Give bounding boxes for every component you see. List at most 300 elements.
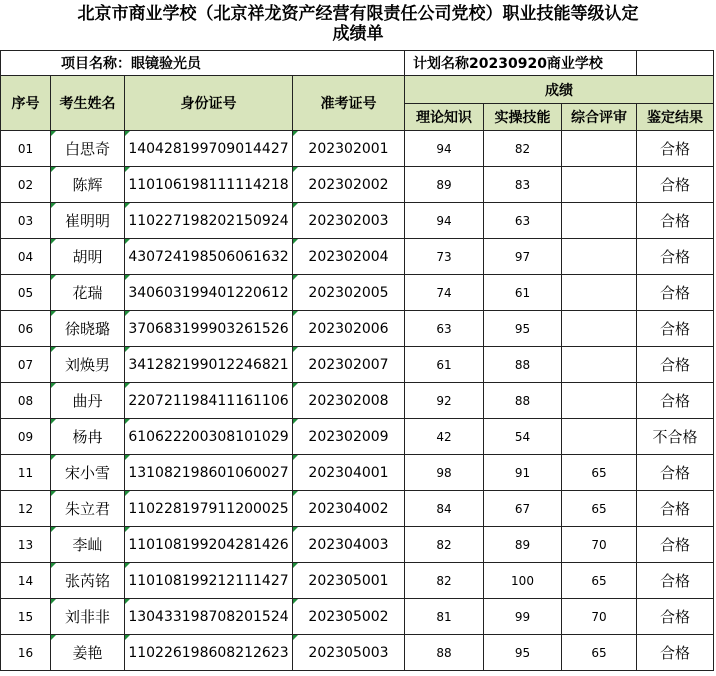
cell-seq[interactable] — [1, 383, 51, 419]
cell-name-text: 朱立君 — [64, 500, 110, 518]
table-row — [1, 491, 714, 527]
text-format-indicator-icon — [125, 383, 130, 388]
text-format-indicator-icon — [293, 167, 298, 172]
cell-id-text: 131082198601060027 — [128, 464, 289, 481]
cell-id-text: 220721198411161106 — [128, 392, 289, 409]
table-row — [1, 455, 714, 491]
cell-practice[interactable] — [484, 491, 562, 527]
cell-id[interactable] — [125, 275, 293, 311]
cell-seq[interactable] — [1, 419, 51, 455]
text-format-indicator-icon — [125, 455, 130, 460]
cell-exam-text: 202305002 — [308, 608, 389, 625]
cell-result[interactable] — [637, 599, 714, 635]
cell-exam[interactable] — [293, 131, 405, 167]
cell-seq[interactable] — [1, 167, 51, 203]
table-row — [1, 563, 714, 599]
cell-practice-text: 99 — [514, 609, 531, 624]
cell-theory[interactable] — [405, 239, 484, 275]
cell-id[interactable] — [125, 167, 293, 203]
cell-seq[interactable] — [1, 203, 51, 239]
cell-result[interactable] — [637, 167, 714, 203]
cell-review[interactable] — [562, 455, 637, 491]
header-seq[interactable]: 序号 — [1, 76, 51, 131]
cell-exam-text: 202304003 — [308, 536, 389, 553]
cell-exam-text: 202302004 — [308, 248, 389, 265]
cell-result-text: 合格 — [659, 500, 690, 518]
cell-exam-text: 202302005 — [308, 284, 389, 301]
text-format-indicator-icon — [125, 275, 130, 280]
text-format-indicator-icon — [125, 563, 130, 568]
cell-review[interactable] — [562, 599, 637, 635]
text-format-indicator-icon — [125, 131, 130, 136]
cell-name-text: 李屾 — [72, 536, 103, 554]
cell-name[interactable] — [51, 311, 125, 347]
cell-review[interactable] — [562, 311, 637, 347]
text-format-indicator-icon — [293, 203, 298, 208]
text-format-indicator-icon — [125, 419, 130, 424]
cell-theory-text: 84 — [436, 501, 452, 516]
text-format-indicator-icon — [293, 563, 298, 568]
text-format-indicator-icon — [293, 383, 298, 388]
cell-exam[interactable] — [293, 383, 405, 419]
cell-seq-text: 16 — [17, 645, 34, 660]
cell-practice-text: 97 — [514, 249, 531, 264]
cell-theory-text: 42 — [436, 429, 452, 444]
cell-seq-text: 04 — [17, 249, 34, 264]
cell-seq[interactable] — [1, 347, 51, 383]
cell-practice[interactable] — [484, 563, 562, 599]
cell-exam[interactable] — [293, 167, 405, 203]
plan-name-cell[interactable] — [405, 51, 637, 76]
cell-seq-text: 09 — [17, 429, 34, 444]
cell-theory-text: 73 — [436, 249, 452, 264]
table-row — [1, 347, 714, 383]
cell-seq[interactable] — [1, 599, 51, 635]
cell-result[interactable] — [637, 347, 714, 383]
cell-id[interactable] — [125, 599, 293, 635]
cell-practice-text: 91 — [514, 465, 531, 480]
cell-practice[interactable] — [484, 203, 562, 239]
cell-review[interactable] — [562, 275, 637, 311]
cell-seq[interactable] — [1, 275, 51, 311]
cell-seq-text: 05 — [17, 285, 34, 300]
table-row — [1, 635, 714, 671]
cell-id[interactable] — [125, 455, 293, 491]
cell-name[interactable] — [51, 203, 125, 239]
cell-seq-text: 14 — [17, 573, 34, 588]
cell-exam[interactable] — [293, 635, 405, 671]
table-row — [1, 311, 714, 347]
cell-seq-text: 11 — [17, 465, 34, 480]
table-row — [1, 527, 714, 563]
text-format-indicator-icon — [51, 599, 56, 604]
title-line-2: 成绩单 — [332, 24, 384, 44]
plan-name: 计划名称20230920商业学校 — [413, 56, 603, 72]
cell-theory[interactable] — [405, 527, 484, 563]
cell-result[interactable] — [637, 563, 714, 599]
cell-id-text: 110227198202150924 — [128, 212, 289, 229]
cell-name-text: 张芮铭 — [64, 572, 110, 590]
cell-review[interactable] — [562, 167, 637, 203]
cell-seq-text: 07 — [17, 357, 34, 372]
cell-name[interactable] — [51, 131, 125, 167]
cell-id-text: 140428199709014427 — [128, 140, 289, 157]
cell-id[interactable] — [125, 311, 293, 347]
cell-practice-text: 95 — [514, 645, 531, 660]
cell-theory[interactable] — [405, 599, 484, 635]
text-format-indicator-icon — [51, 167, 56, 172]
cell-exam[interactable] — [293, 599, 405, 635]
cell-practice-text: 82 — [514, 141, 531, 156]
cell-result[interactable] — [637, 491, 714, 527]
cell-review[interactable] — [562, 347, 637, 383]
cell-practice[interactable] — [484, 527, 562, 563]
text-format-indicator-icon — [51, 131, 56, 136]
cell-seq-text: 08 — [17, 393, 34, 408]
cell-name-text: 刘非非 — [64, 608, 110, 626]
text-format-indicator-icon — [51, 383, 56, 388]
cell-practice[interactable] — [484, 599, 562, 635]
cell-practice-text: 100 — [511, 573, 534, 588]
cell-name-text: 花瑞 — [72, 284, 103, 302]
cell-name-text: 崔明明 — [64, 212, 110, 230]
cell-practice[interactable] — [484, 311, 562, 347]
cell-review[interactable] — [562, 419, 637, 455]
cell-result-text: 合格 — [659, 212, 690, 230]
cell-theory-text: 92 — [436, 393, 452, 408]
cell-exam-text: 202302009 — [308, 428, 389, 445]
cell-id-text: 130433198708201524 — [128, 608, 289, 625]
header-theory[interactable]: 理论知识 — [405, 104, 484, 131]
cell-theory-text: 82 — [436, 537, 452, 552]
header-review[interactable]: 综合评审 — [562, 104, 637, 131]
cell-theory[interactable] — [405, 491, 484, 527]
cell-seq[interactable] — [1, 527, 51, 563]
cell-name[interactable] — [51, 419, 125, 455]
cell-name[interactable] — [51, 527, 125, 563]
cell-theory[interactable] — [405, 347, 484, 383]
text-format-indicator-icon — [293, 311, 298, 316]
text-format-indicator-icon — [51, 635, 56, 640]
cell-practice[interactable] — [484, 455, 562, 491]
cell-seq[interactable] — [1, 563, 51, 599]
cell-review-text: 70 — [591, 537, 607, 552]
cell-seq[interactable] — [1, 239, 51, 275]
cell-exam[interactable] — [293, 563, 405, 599]
cell-name[interactable] — [51, 383, 125, 419]
cell-theory-text: 88 — [436, 645, 452, 660]
cell-exam-text: 202302007 — [308, 356, 389, 373]
cell-result-text: 合格 — [659, 320, 690, 338]
cell-practice-text: 67 — [514, 501, 531, 516]
header-exam[interactable]: 准考证号 — [293, 76, 405, 131]
cell-exam[interactable] — [293, 239, 405, 275]
cell-review-text: 70 — [591, 609, 607, 624]
cell-exam[interactable] — [293, 275, 405, 311]
cell-practice-text: 95 — [514, 321, 531, 336]
cell-exam-text: 202302003 — [308, 212, 389, 229]
cell-result[interactable] — [637, 203, 714, 239]
cell-practice-text: 88 — [514, 357, 531, 372]
cell-theory[interactable] — [405, 419, 484, 455]
cell-exam-text: 202305003 — [308, 644, 389, 661]
table-row — [1, 167, 714, 203]
text-format-indicator-icon — [293, 419, 298, 424]
cell-theory-text: 89 — [436, 177, 452, 192]
cell-practice-text: 88 — [514, 393, 531, 408]
cell-practice[interactable] — [484, 635, 562, 671]
cell-seq-text: 12 — [17, 501, 34, 516]
cell-theory[interactable] — [405, 167, 484, 203]
text-format-indicator-icon — [51, 491, 56, 496]
cell-id[interactable] — [125, 347, 293, 383]
cell-practice[interactable] — [484, 383, 562, 419]
text-format-indicator-icon — [125, 599, 130, 604]
cell-result-text: 合格 — [659, 608, 690, 626]
table-row — [1, 383, 714, 419]
text-format-indicator-icon — [51, 347, 56, 352]
text-format-indicator-icon — [293, 455, 298, 460]
cell-result[interactable] — [637, 455, 714, 491]
cell-seq-text: 15 — [17, 609, 34, 624]
cell-exam[interactable] — [293, 491, 405, 527]
cell-result[interactable] — [637, 527, 714, 563]
cell-id-text: 110108199204281426 — [128, 536, 289, 553]
cell-exam[interactable] — [293, 347, 405, 383]
cell-seq[interactable] — [1, 635, 51, 671]
header-practice[interactable]: 实操技能 — [484, 104, 562, 131]
cell-practice-text: 54 — [514, 429, 531, 444]
text-format-indicator-icon — [51, 455, 56, 460]
cell-name[interactable] — [51, 599, 125, 635]
cell-name-text: 姜艳 — [72, 644, 103, 662]
project-name-cell[interactable] — [1, 51, 405, 76]
text-format-indicator-icon — [293, 239, 298, 244]
text-format-indicator-icon — [293, 131, 298, 136]
cell-exam[interactable] — [293, 311, 405, 347]
cell-name-text: 徐晓璐 — [64, 320, 110, 338]
cell-result-text: 合格 — [659, 176, 690, 194]
info-row — [1, 51, 714, 76]
cell-result[interactable] — [637, 311, 714, 347]
cell-name[interactable] — [51, 275, 125, 311]
cell-theory-text: 94 — [436, 213, 452, 228]
cell-theory[interactable] — [405, 311, 484, 347]
cell-id[interactable] — [125, 383, 293, 419]
text-format-indicator-icon — [293, 347, 298, 352]
cell-result-text: 合格 — [659, 644, 690, 662]
cell-name-text: 胡明 — [72, 248, 103, 266]
table-row — [1, 131, 714, 167]
text-format-indicator-icon — [125, 203, 130, 208]
table-row — [1, 203, 714, 239]
cell-id-text: 610622200308101029 — [128, 428, 289, 445]
text-format-indicator-icon — [125, 527, 130, 532]
cell-theory[interactable] — [405, 131, 484, 167]
header-name[interactable]: 考生姓名 — [51, 76, 125, 131]
text-format-indicator-icon — [51, 563, 56, 568]
cell-theory[interactable] — [405, 635, 484, 671]
cell-result[interactable] — [637, 239, 714, 275]
cell-seq[interactable] — [1, 311, 51, 347]
cell-name[interactable] — [51, 239, 125, 275]
text-format-indicator-icon — [125, 635, 130, 640]
cell-review-text: 65 — [591, 645, 607, 660]
cell-result-text: 合格 — [659, 536, 690, 554]
cell-result[interactable] — [637, 383, 714, 419]
cell-practice[interactable] — [484, 167, 562, 203]
cell-id-text: 370683199903261526 — [128, 320, 289, 337]
cell-seq-text: 01 — [17, 141, 34, 156]
table-row — [1, 275, 714, 311]
cell-seq-text: 02 — [17, 177, 34, 192]
table-row — [1, 419, 714, 455]
cell-practice-text: 89 — [514, 537, 531, 552]
header-score-group[interactable]: 成绩 — [405, 76, 714, 104]
table-row — [1, 599, 714, 635]
cell-review[interactable] — [562, 131, 637, 167]
text-format-indicator-icon — [51, 203, 56, 208]
cell-practice-text: 63 — [514, 213, 531, 228]
cell-id-text: 110228197911200025 — [128, 500, 289, 517]
cell-theory-text: 63 — [436, 321, 452, 336]
cell-practice-text: 83 — [514, 177, 531, 192]
cell-practice[interactable] — [484, 347, 562, 383]
cell-exam-text: 202305001 — [308, 572, 389, 589]
cell-review-text: 65 — [591, 501, 607, 516]
cell-result[interactable] — [637, 131, 714, 167]
cell-review[interactable] — [562, 635, 637, 671]
cell-theory-text: 94 — [436, 141, 452, 156]
cell-exam-text: 202304002 — [308, 500, 389, 517]
text-format-indicator-icon — [51, 239, 56, 244]
cell-theory[interactable] — [405, 203, 484, 239]
cell-name-text: 曲丹 — [72, 392, 103, 410]
cell-name-text: 白思奇 — [64, 140, 110, 158]
text-format-indicator-icon — [293, 527, 298, 532]
cell-result-text: 合格 — [659, 464, 690, 482]
cell-practice[interactable] — [484, 275, 562, 311]
empty-info-cell[interactable] — [637, 51, 714, 76]
cell-review[interactable] — [562, 239, 637, 275]
text-format-indicator-icon — [51, 311, 56, 316]
cell-seq-text: 06 — [17, 321, 34, 336]
cell-id[interactable] — [125, 527, 293, 563]
header-id[interactable]: 身份证号 — [125, 76, 293, 131]
cell-seq[interactable] — [1, 131, 51, 167]
text-format-indicator-icon — [293, 599, 298, 604]
cell-id-text: 341282199012246821 — [128, 356, 289, 373]
cell-name[interactable] — [51, 491, 125, 527]
cell-review-text: 65 — [591, 573, 607, 588]
cell-id[interactable] — [125, 563, 293, 599]
cell-review[interactable] — [562, 563, 637, 599]
cell-exam[interactable] — [293, 419, 405, 455]
cell-practice-text: 61 — [514, 285, 531, 300]
cell-practice[interactable] — [484, 131, 562, 167]
cell-result-text: 合格 — [659, 356, 690, 374]
cell-id[interactable] — [125, 491, 293, 527]
text-format-indicator-icon — [125, 347, 130, 352]
cell-exam-text: 202302001 — [308, 140, 389, 157]
cell-theory[interactable] — [405, 383, 484, 419]
cell-id-text: 110226198608212623 — [128, 644, 289, 661]
cell-name[interactable] — [51, 347, 125, 383]
cell-review-text: 65 — [591, 465, 607, 480]
header-row-1 — [1, 76, 714, 104]
text-format-indicator-icon — [125, 167, 130, 172]
cell-theory-text: 81 — [436, 609, 452, 624]
cell-review[interactable] — [562, 383, 637, 419]
cell-exam-text: 202302006 — [308, 320, 389, 337]
cell-seq[interactable] — [1, 455, 51, 491]
text-format-indicator-icon — [125, 491, 130, 496]
text-format-indicator-icon — [293, 491, 298, 496]
cell-id[interactable] — [125, 239, 293, 275]
cell-result-text: 合格 — [659, 140, 690, 158]
cell-seq-text: 03 — [17, 213, 34, 228]
sheet-title — [0, 0, 716, 48]
cell-exam[interactable] — [293, 527, 405, 563]
cell-name[interactable] — [51, 455, 125, 491]
cell-id-text: 110108199212111427 — [128, 572, 289, 589]
cell-theory[interactable] — [405, 563, 484, 599]
cell-seq-text: 13 — [17, 537, 34, 552]
cell-result-text: 合格 — [659, 392, 690, 410]
score-table — [0, 50, 714, 671]
cell-review[interactable] — [562, 527, 637, 563]
cell-name-text: 宋小雪 — [64, 464, 110, 482]
cell-review[interactable] — [562, 491, 637, 527]
cell-practice[interactable] — [484, 239, 562, 275]
text-format-indicator-icon — [293, 635, 298, 640]
cell-id[interactable] — [125, 203, 293, 239]
header-result[interactable]: 鉴定结果 — [637, 104, 714, 131]
cell-exam[interactable] — [293, 203, 405, 239]
cell-exam[interactable] — [293, 455, 405, 491]
cell-result-text: 合格 — [659, 284, 690, 302]
cell-name[interactable] — [51, 167, 125, 203]
text-format-indicator-icon — [125, 239, 130, 244]
cell-theory-text: 82 — [436, 573, 452, 588]
text-format-indicator-icon — [293, 275, 298, 280]
cell-id[interactable] — [125, 419, 293, 455]
cell-theory-text: 98 — [436, 465, 452, 480]
cell-exam-text: 202304001 — [308, 464, 389, 481]
cell-result[interactable] — [637, 275, 714, 311]
cell-id[interactable] — [125, 635, 293, 671]
cell-name-text: 陈辉 — [72, 176, 103, 194]
cell-result[interactable] — [637, 419, 714, 455]
cell-id[interactable] — [125, 131, 293, 167]
cell-result[interactable] — [637, 635, 714, 671]
cell-id-text: 340603199401220612 — [128, 284, 289, 301]
cell-result-text: 不合格 — [652, 428, 698, 446]
text-format-indicator-icon — [51, 419, 56, 424]
cell-review[interactable] — [562, 203, 637, 239]
text-format-indicator-icon — [125, 311, 130, 316]
cell-practice[interactable] — [484, 419, 562, 455]
cell-theory[interactable] — [405, 275, 484, 311]
cell-name[interactable] — [51, 563, 125, 599]
cell-id-text: 430724198506061632 — [128, 248, 289, 265]
cell-id-text: 110106198111114218 — [128, 176, 289, 193]
cell-name[interactable] — [51, 635, 125, 671]
cell-seq[interactable] — [1, 491, 51, 527]
cell-exam-text: 202302008 — [308, 392, 389, 409]
title-line-1: 北京市商业学校（北京祥龙资产经营有限责任公司党校）职业技能等级认定 — [77, 4, 639, 24]
cell-theory[interactable] — [405, 455, 484, 491]
